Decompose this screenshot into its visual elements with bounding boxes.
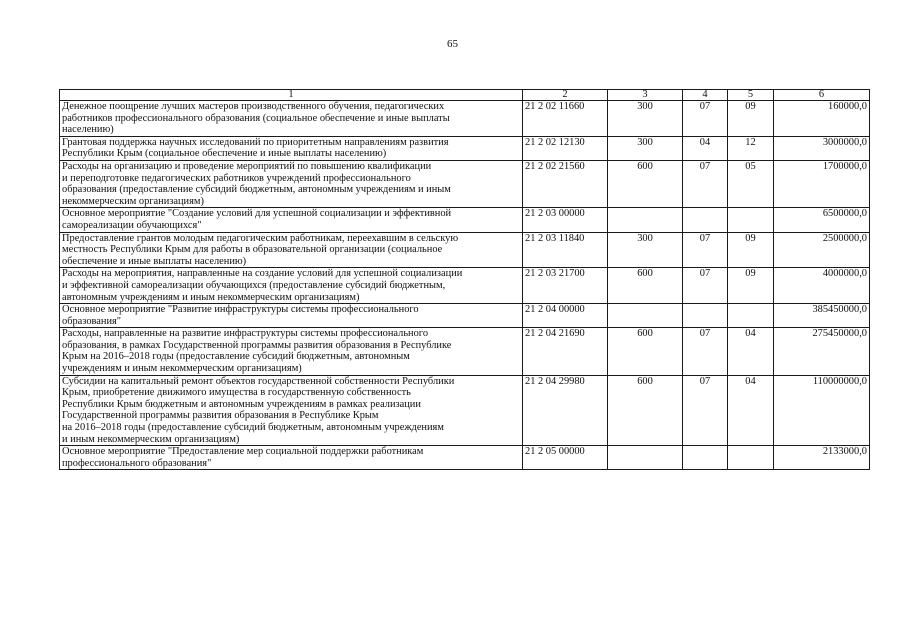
amount: 110000000,0 — [774, 375, 870, 446]
expense-type-code: 600 — [608, 268, 683, 304]
expense-type-code — [608, 208, 683, 232]
table-row — [60, 101, 870, 137]
description-line: Основное мероприятие "Развитие инфраструктуры системы профессионального — [62, 304, 419, 316]
section-code — [683, 208, 728, 232]
budget-code: 21 2 03 00000 — [523, 208, 608, 232]
budget-code: 21 2 02 11660 — [523, 101, 608, 137]
expense-description — [60, 208, 523, 232]
description-line: работников профессионального образования (социальное обеспечение и иные выплаты — [62, 112, 450, 124]
budget-code: 21 2 05 00000 — [523, 446, 608, 470]
expense-description — [60, 328, 523, 375]
budget-code: 21 2 04 21690 — [523, 328, 608, 375]
description-line: Основное мероприятие "Предоставление мер социальной поддержки работникам — [62, 446, 424, 458]
page-number: 65 — [447, 38, 458, 50]
description-line: Государственной программы развития образования в Республике Крым — [62, 410, 379, 422]
expense-type-code: 300 — [608, 101, 683, 137]
expense-type-code: 600 — [608, 328, 683, 375]
section-code: 07 — [683, 375, 728, 446]
description-line: Республики Крым бюджетным и автономным учреждениям в рамках реализации — [62, 398, 421, 410]
table-row — [60, 268, 870, 304]
subsection-code: 09 — [728, 268, 774, 304]
description-line: Субсидии на капитальный ремонт объектов государственной собственности Республики — [62, 375, 455, 387]
description-line: на 2016–2018 годы (предоставление субсидий бюджетным, автономным учреждениям — [62, 422, 444, 434]
description-line: Крым на 2016–2018 годы (предоставление субсидий бюджетным, автономным — [62, 351, 410, 363]
subsection-code — [728, 208, 774, 232]
section-code — [683, 304, 728, 328]
section-code: 07 — [683, 232, 728, 268]
amount: 3000000,0 — [774, 136, 870, 160]
amount: 2133000,0 — [774, 446, 870, 470]
subsection-code: 12 — [728, 136, 774, 160]
description-line: некоммерческим организациям) — [62, 195, 204, 207]
column-header-3: 3 — [608, 90, 683, 101]
description-line: образования (предоставление субсидий бюджетным, автономным учреждениям и иным — [62, 184, 451, 196]
amount: 6500000,0 — [774, 208, 870, 232]
table-row — [60, 232, 870, 268]
table-row — [60, 136, 870, 160]
amount: 2500000,0 — [774, 232, 870, 268]
table-row — [60, 208, 870, 232]
table-row — [60, 328, 870, 375]
column-header-4: 4 — [683, 90, 728, 101]
subsection-code: 09 — [728, 101, 774, 137]
section-code: 04 — [683, 136, 728, 160]
budget-code: 21 2 04 29980 — [523, 375, 608, 446]
subsection-code: 05 — [728, 160, 774, 207]
expense-description — [60, 304, 523, 328]
amount: 275450000,0 — [774, 328, 870, 375]
description-line: образования, в рамках Государственной программы развития образования в Республике — [62, 339, 452, 351]
description-line: местность Республики Крым для работы в образовательной организации (социальное — [62, 244, 443, 256]
expense-description — [60, 160, 523, 207]
description-line: Расходы на организацию и проведение мероприятий по повышению квалификации — [62, 160, 432, 172]
description-line: учреждениям и иным некоммерческим организациям) — [62, 363, 302, 375]
amount: 4000000,0 — [774, 268, 870, 304]
budget-code: 21 2 02 21560 — [523, 160, 608, 207]
budget-table — [59, 89, 870, 470]
column-header-1: 1 — [60, 90, 523, 101]
expense-description — [60, 446, 523, 470]
description-line: Расходы, направленные на развитие инфраструктуры системы профессионального — [62, 328, 429, 340]
subsection-code: 04 — [728, 375, 774, 446]
description-line: Денежное поощрение лучших мастеров производственного обучения, педагогических — [62, 101, 445, 112]
expense-description — [60, 375, 523, 446]
amount: 385450000,0 — [774, 304, 870, 328]
column-header-5: 5 — [728, 90, 774, 101]
section-code: 07 — [683, 160, 728, 207]
expense-description — [60, 136, 523, 160]
budget-code: 21 2 03 21700 — [523, 268, 608, 304]
expense-description — [60, 101, 523, 137]
subsection-code — [728, 446, 774, 470]
header-row — [60, 90, 870, 101]
expense-type-code: 300 — [608, 136, 683, 160]
description-line: Расходы на мероприятия, направленные на создание условий для успешной социализации — [62, 268, 463, 280]
expense-description — [60, 268, 523, 304]
expense-description — [60, 232, 523, 268]
column-header-2: 2 — [523, 90, 608, 101]
budget-code: 21 2 03 11840 — [523, 232, 608, 268]
description-line: автономным учреждениям и иным некоммерческим организациям) — [62, 291, 360, 303]
section-code: 07 — [683, 101, 728, 137]
table-row — [60, 375, 870, 446]
description-line: обеспечение и иные выплаты населению) — [62, 255, 247, 267]
section-code — [683, 446, 728, 470]
expense-type-code: 600 — [608, 160, 683, 207]
budget-code: 21 2 02 12130 — [523, 136, 608, 160]
table-row — [60, 304, 870, 328]
table-row — [60, 446, 870, 470]
section-code: 07 — [683, 328, 728, 375]
budget-code: 21 2 04 00000 — [523, 304, 608, 328]
amount: 1700000,0 — [774, 160, 870, 207]
description-line: Республики Крым (социальное обеспечение и иные выплаты населению) — [62, 148, 387, 160]
description-line: самореализации обучающихся" — [62, 219, 202, 231]
subsection-code — [728, 304, 774, 328]
section-code: 07 — [683, 268, 728, 304]
description-line: и переподготовке педагогических работников учреждений профессионального — [62, 172, 411, 184]
description-line: Крым, приобретение движимого имущества в государственную собственность — [62, 387, 411, 399]
description-line: образования" — [62, 315, 122, 327]
table-row — [60, 160, 870, 207]
description-line: и иным некоммерческим организациям) — [62, 433, 240, 445]
description-line: Основное мероприятие "Создание условий для успешной социализации и эффективной — [62, 208, 452, 220]
amount: 160000,0 — [774, 101, 870, 137]
subsection-code: 04 — [728, 328, 774, 375]
expense-type-code: 600 — [608, 375, 683, 446]
description-line: населению) — [62, 124, 114, 136]
expense-type-code: 300 — [608, 232, 683, 268]
subsection-code: 09 — [728, 232, 774, 268]
expense-type-code — [608, 304, 683, 328]
description-line: Предоставление грантов молодым педагогическим работникам, переехавшим в сельскую — [62, 232, 459, 244]
description-line: профессионального образования" — [62, 457, 212, 469]
column-header-6: 6 — [774, 90, 870, 101]
description-line: Грантовая поддержка научных исследований по приоритетным направлениям развития — [62, 136, 449, 148]
expense-type-code — [608, 446, 683, 470]
description-line: и эффективной самореализации обучающихся (предоставление субсидий бюджетным, — [62, 279, 446, 291]
